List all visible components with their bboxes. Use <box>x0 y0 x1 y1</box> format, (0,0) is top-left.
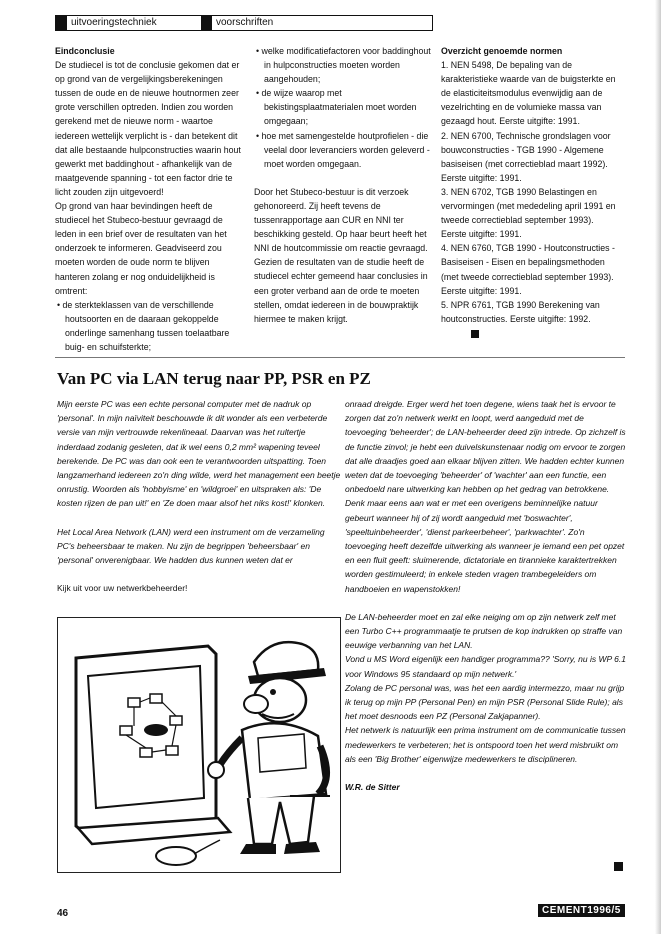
bullet-text: de sterkteklassen van de verschillende houtsoorten en de daaraan gekoppelde onderlinge samenhang tussen toelaatbare buig- en schuifsterkte; <box>62 299 230 352</box>
conclusion-bullet: • de wijze waarop met bekistingsplaatmaterialen moet worden omgegaan; <box>256 88 417 127</box>
article-para-1: Mijn eerste PC was een echte personal computer met de nadruk op 'personal'. In mijn naïviteit beschouwde ik dit wonder als een verbeterde versie van mijn vertrouwde rekenlineaal. Daarvan was het rultertje inderdaad zodanig gesleten, dat ik wel eens 0,2 mm² wapening teveel berekende. De PC was dan ook een te verantwoorden uitspatting. Toen langzamerhand iedereen zo'n ding wilde, werd het management een beetje onrustig. Woorden als 'hobbyisme' en 'wildgroei' en uitspraken als: 'De kosten rijzen de pan uit!' en 'Ze doen maar alsof het niks kost!' klonken. <box>57 399 341 509</box>
conclusion-para-1: De studiecel is tot de conclusie gekomen dat er op grond van de vergelijkingsberekeningen tussen de oude en de nieuwe houtnormen zeer grote verschillen optreden. Indien zou worden gerekend met de nieuwe norm - waartoe iedereen wettelijk verplicht is - dan betekent dit dat alle bestaande hulpconstructies waarin hout gewerkt met baddinghout - afhankelijk van de maatgevende spanning - tot een factor drie te licht zouden zijn uitgevoerd! <box>55 60 241 197</box>
header-square <box>201 16 211 30</box>
norm-item: 1. NEN 5498, De bepaling van de karakteristieke waarde van de buigsterkte en de elasticiteitsmodulus evenwijdig aan de vezelrichting en de volumieke massa van gezaagd hout. Eerste uitgifte: 1991. <box>441 60 616 127</box>
article-para-3: onraad dreigde. Erger werd het toen degene, wiens taak het is ervoor te zorgen dat zo'n netwerk werkt en loopt, werd aangeduid met de toevoeging 'beheerder'; de LAN-beheerder deed zijn intrede. Op zichzelf is de functie zinvol; je hebt een duivelskunstenaar nodig om ervoor te zorgen dat alle draadjes goed aan elkaar blijven zitten. We hadden echter kunnen weten dat de toevoeging 'beheerder' of 'wachter' aan een functie, een onbedoeld nare uitwerking kan hebben op het gedrag van betrokkene. Denk maar eens aan wat er met een overigens beminnelijke natuur gebeurt wanneer hij of zij wordt aangeduid met 'boswachter', 'speeltuinbeheerder', 'dienst parkeerbeheer', 'parkwachter'. Zo'n toevoeging heeft dezelfde uitwerking als wanneer je iemand een pet opzet en een fluit geeft: sluimerende, dictatoriale en tirannieke karaktertrekken worden gestimuleerd; in enkele steden vragen trambegeleiders om handboeien en wapenstokken! <box>345 399 626 594</box>
article-title: Van PC via LAN terug naar PP, PSR en PZ <box>57 369 371 388</box>
conclusion-para-4: Gezien de resultaten van de studie heeft de studiecel echter gemeend haar conclusies in een groter verband aan de orde te moeten stellen, omdat iedereen in de bouwpraktijk hiermee te maken krijgt. <box>254 257 428 324</box>
bullet-text: welke modificatiefactoren voor baddinghout in hulpconstructies moeten worden aangehouden; <box>261 46 431 85</box>
article-para-7: Het netwerk is natuurlijk een prima instrument om de communicatie tussen medewerkers te verbeteren; het is ontspoord toen het werd misbruikt om als een 'Big Brother' eigenwijze medewerkers te disciplineren. <box>345 725 626 764</box>
norm-item: 3. NEN 6702, TGB 1990 Belastingen en vervormingen (met mededeling april 1991 en tweede correctieblad september 1993). Eerste uitgifte: 1991. <box>441 186 616 240</box>
illustration-caption: Kijk uit voor uw netwerkbeheerder! <box>57 583 188 594</box>
conclusion-bullet: • welke modificatiefactoren voor baddinghout in hulpconstructies moeten worden aangehouden; <box>256 46 431 85</box>
norm-item <box>441 298 621 340</box>
page-edge-shadow <box>655 0 661 934</box>
article-column-left <box>57 397 341 595</box>
conclusion-para-3: Door het Stubeco-bestuur is dit verzoek gehonoreerd. Zij heeft tevens de tussenrapportage aan CUR en NNI ter beschikking gesteld. Op haar beurt heeft het NNI de houtcommissie om reactie gevraagd. <box>254 186 428 254</box>
article-para-5: Vond u MS Word eigenlijk een handiger programma?? 'Sorry, nu is WP 6.1 voor Windows 95 standaard op mijn netwerk.' <box>345 654 626 679</box>
article-para-2: Het Local Area Network (LAN) werd een instrument om de verzameling PC's beheersbaar te maken. Nu zijn de begrippen 'beheersbaar' en 'personal' onverenigbaar. We hadden dus kunnen weten dat er <box>57 526 325 566</box>
norms-heading: Overzicht genoemde normen <box>441 46 563 56</box>
bullet-text: de wijze waarop met bekistingsplaatmaterialen moet worden omgegaan; <box>261 88 417 127</box>
end-mark <box>471 330 479 338</box>
article-para-6: Zolang de PC personal was, was het een aardig intermezzo, maar nu grijp ik terug op mijn PP (Personal Pen) en mijn PSR (Personal Slide Rule); als het moet desnoods een PZ (Personal Zakjapanner). <box>345 682 625 722</box>
section-header <box>55 15 433 31</box>
conclusion-para-2: Op grond van haar bevindingen heeft de studiecel het Stubeco-bestuur gevraagd de leden in een brief over de resultaten van het onderzoek te informeren. Geadviseerd zou moeten worden de oude norm te blijven hanteren zolang er nog onduidelijkheid is omtrent: <box>55 201 227 296</box>
article-author: W.R. de Sitter <box>345 782 400 793</box>
norm-item: 4. NEN 6760, TGB 1990 - Houtconstructies - Basiseisen - Eisen en bepalingsmethoden (met tweede correctieblad september 1993). Eerste uitgifte: 1991. <box>441 243 615 296</box>
conclusion-column-2 <box>254 44 434 326</box>
article-end-mark <box>614 862 623 871</box>
header-section: uitvoeringstechniek <box>71 17 157 28</box>
norms-column <box>441 44 621 340</box>
section-divider <box>55 357 625 358</box>
article-column-right <box>345 397 627 794</box>
conclusion-bullet: • de sterkteklassen van de verschillende houtsoorten en de daaraan gekoppelde onderlinge samenhang tussen toelaatbare buig- en schuifsterkte; <box>57 299 230 352</box>
header-topic: voorschriften <box>211 16 432 30</box>
norm-item-text: 5. NPR 6761, TGB 1990 Berekening van houtconstructies. Eerste uitgifte: 1992. <box>441 299 600 324</box>
article-para-4: De LAN-beheerder moet en zal elke neiging om op zijn netwerk zelf met een Turbo C++ programmaatje te prutsen de kop indrukken op straffe van eeuwige verbanning van het LAN. <box>345 611 623 651</box>
header-block <box>56 16 67 30</box>
conclusion-column <box>55 44 245 354</box>
conclusion-heading: Eindconclusie <box>55 46 115 56</box>
bullet-text: hoe met samengestelde houtprofielen - die veelal door leveranciers worden geleverd - moet worden omgegaan. <box>261 130 430 169</box>
norm-item: 2. NEN 6700, Technische grondslagen voor bouwconstructies - TGB 1990 - Algemene basiseisen (met correctieblad maart 1992). Eerste uitgifte: 1991. <box>441 130 611 183</box>
network-manager-cartoon <box>58 618 340 872</box>
magazine-issue: CEMENT1996/5 <box>538 904 625 917</box>
cartoon-illustration <box>57 617 341 873</box>
page-number: 46 <box>57 908 69 919</box>
conclusion-bullet: • hoe met samengestelde houtprofielen - die veelal door leveranciers worden geleverd - moet worden omgegaan. <box>256 130 430 169</box>
